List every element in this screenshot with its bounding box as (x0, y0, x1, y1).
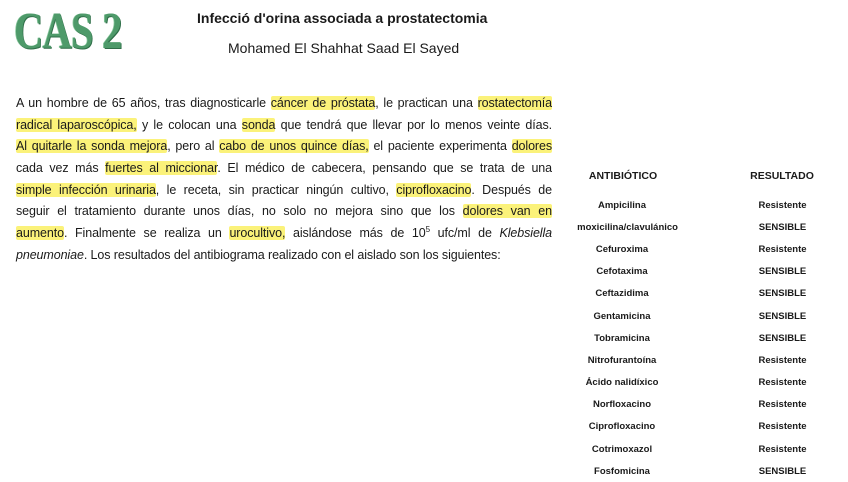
column-header-antibiotic: ANTIBIÓTICO (588, 170, 658, 182)
antibiotic-name (566, 261, 680, 283)
table-row (566, 349, 845, 371)
highlighted-text: ciprofloxacino (396, 182, 472, 197)
text-line-1 (16, 93, 552, 115)
text-segment: , le practican una (375, 96, 478, 110)
antibiotic-label: Cotrimoxazol (591, 443, 653, 455)
antibiotic-label: Tobramicina (594, 332, 650, 344)
result-value: SENSIBLE (758, 332, 807, 344)
table-row (566, 238, 845, 260)
result-value: Resistente (758, 354, 807, 366)
result-value: SENSIBLE (758, 288, 807, 300)
text-line-4 (16, 158, 552, 180)
document-title: Infecció d'orina associada a prostatectomia (197, 10, 488, 26)
text-segment: , pero al (167, 139, 220, 154)
table-header-row (566, 165, 845, 194)
text-segment: . Los resultados del antibiograma realizado con el aislado son los siguientes: (83, 247, 501, 262)
highlighted-text: simple infección urinaria (16, 182, 156, 197)
text-line-7 (16, 223, 552, 245)
antibiotic-label: Cefotaxima (596, 266, 648, 278)
result-value: Resistente (758, 199, 807, 211)
result-value: Resistente (758, 421, 807, 433)
highlighted-text: cáncer de próstata (270, 96, 376, 110)
highlighted-text: Al quitarle la sonda mejora (16, 139, 168, 154)
text-segment: que tendrá que llevar por lo menos veinte días. (275, 117, 552, 132)
text-line-6 (16, 201, 552, 223)
antibiotic-name (566, 283, 680, 305)
antibiotic-name (566, 327, 680, 349)
antibiotic-label: Nitrofurantoína (587, 354, 657, 366)
highlighted-text: aumento (16, 226, 64, 241)
text-segment: seguir el tratamiento durante unos días, no solo no mejora sino que los (16, 204, 463, 219)
table-row (566, 416, 845, 438)
result-value: Resistente (758, 377, 807, 389)
result-value: SENSIBLE (758, 310, 807, 322)
table-body (566, 194, 845, 482)
antibiotic-name (566, 394, 680, 416)
highlighted-text: sonda (241, 117, 276, 132)
text-line-8 (16, 245, 552, 267)
highlighted-text: rostatectomía (477, 96, 552, 110)
table-row (566, 194, 845, 216)
antibiotic-label: Ciprofloxacino (588, 421, 656, 433)
highlighted-text: urocultivo, (229, 226, 286, 241)
text-line-3 (16, 136, 552, 158)
result-value: SENSIBLE (758, 266, 807, 278)
antibiotic-name (566, 460, 680, 482)
result-value: SENSIBLE (758, 465, 807, 477)
table-row (566, 460, 845, 482)
highlighted-text: fuertes al miccionar (105, 161, 218, 176)
table-row (566, 261, 845, 283)
highlighted-text: dolores van en (462, 204, 552, 219)
antibiotic-label: Ácido nalidíxico (585, 377, 659, 389)
antibiotic-name (566, 305, 680, 327)
case-description (16, 93, 552, 267)
antibiotic-name (566, 238, 680, 260)
species-name: Klebsiella (499, 226, 552, 241)
antibiotic-name (566, 194, 680, 216)
text-line-5 (16, 180, 552, 202)
text-line-2 (16, 115, 552, 137)
superscript-exponent: 5 (425, 224, 430, 234)
antibiotic-name (566, 416, 680, 438)
highlighted-text: radical laparoscópica, (16, 117, 137, 132)
text-segment: cada vez más (16, 161, 106, 176)
antibiotic-name (566, 216, 680, 238)
antibiotic-label: Fosfomicina (594, 465, 650, 477)
result-value: Resistente (758, 243, 807, 255)
species-name: pneumoniae (16, 247, 84, 262)
table-row (566, 305, 845, 327)
table-row (566, 394, 845, 416)
text-segment: y le colocan una (136, 117, 242, 132)
antibiotic-name (566, 438, 680, 460)
author-name: Mohamed El Shahhat Saad El Sayed (228, 40, 460, 56)
antibiotic-label: Ampicilina (597, 199, 647, 211)
antibiotic-name (566, 349, 680, 371)
table-row (566, 283, 845, 305)
antibiotic-name (566, 372, 680, 394)
antibiotic-label: Gentamicina (593, 310, 651, 322)
result-value: SENSIBLE (758, 221, 807, 233)
highlighted-text: dolores (511, 139, 552, 154)
antibiotic-label: Ceftazidima (595, 288, 649, 300)
antibiotic-label: Cefuroxima (595, 243, 649, 255)
text-segment: A un hombre de 65 años, tras diagnosticarle (16, 96, 271, 110)
result-value: Resistente (758, 399, 807, 411)
text-segment: el paciente experimenta (368, 139, 512, 154)
table-row (566, 438, 845, 460)
text-segment: . El médico de cabecera, pensando que se trata de una (217, 161, 552, 176)
antibiotic-label: Norfloxacino (592, 399, 652, 411)
text-segment: . Finalmente se realiza un (63, 226, 230, 241)
case-logo: CAS 2 (14, 3, 122, 60)
table-row (566, 327, 845, 349)
table-row (566, 216, 845, 238)
result-value: Resistente (758, 443, 807, 455)
text-segment: , le receta, sin practicar ningún cultivo, (155, 182, 397, 197)
text-segment: aislándose más de (285, 226, 412, 241)
text-segment: ufc/ml de (429, 226, 500, 241)
highlighted-text: cabo de unos quince días, (219, 139, 369, 154)
column-header-result: RESULTADO (750, 170, 814, 182)
text-segment: 10 (411, 226, 426, 241)
table-row (566, 372, 845, 394)
antibiotic-label: moxicilina/clavulánico (577, 221, 678, 233)
antibiogram-table (566, 165, 845, 482)
text-segment: . Después de (471, 182, 552, 197)
